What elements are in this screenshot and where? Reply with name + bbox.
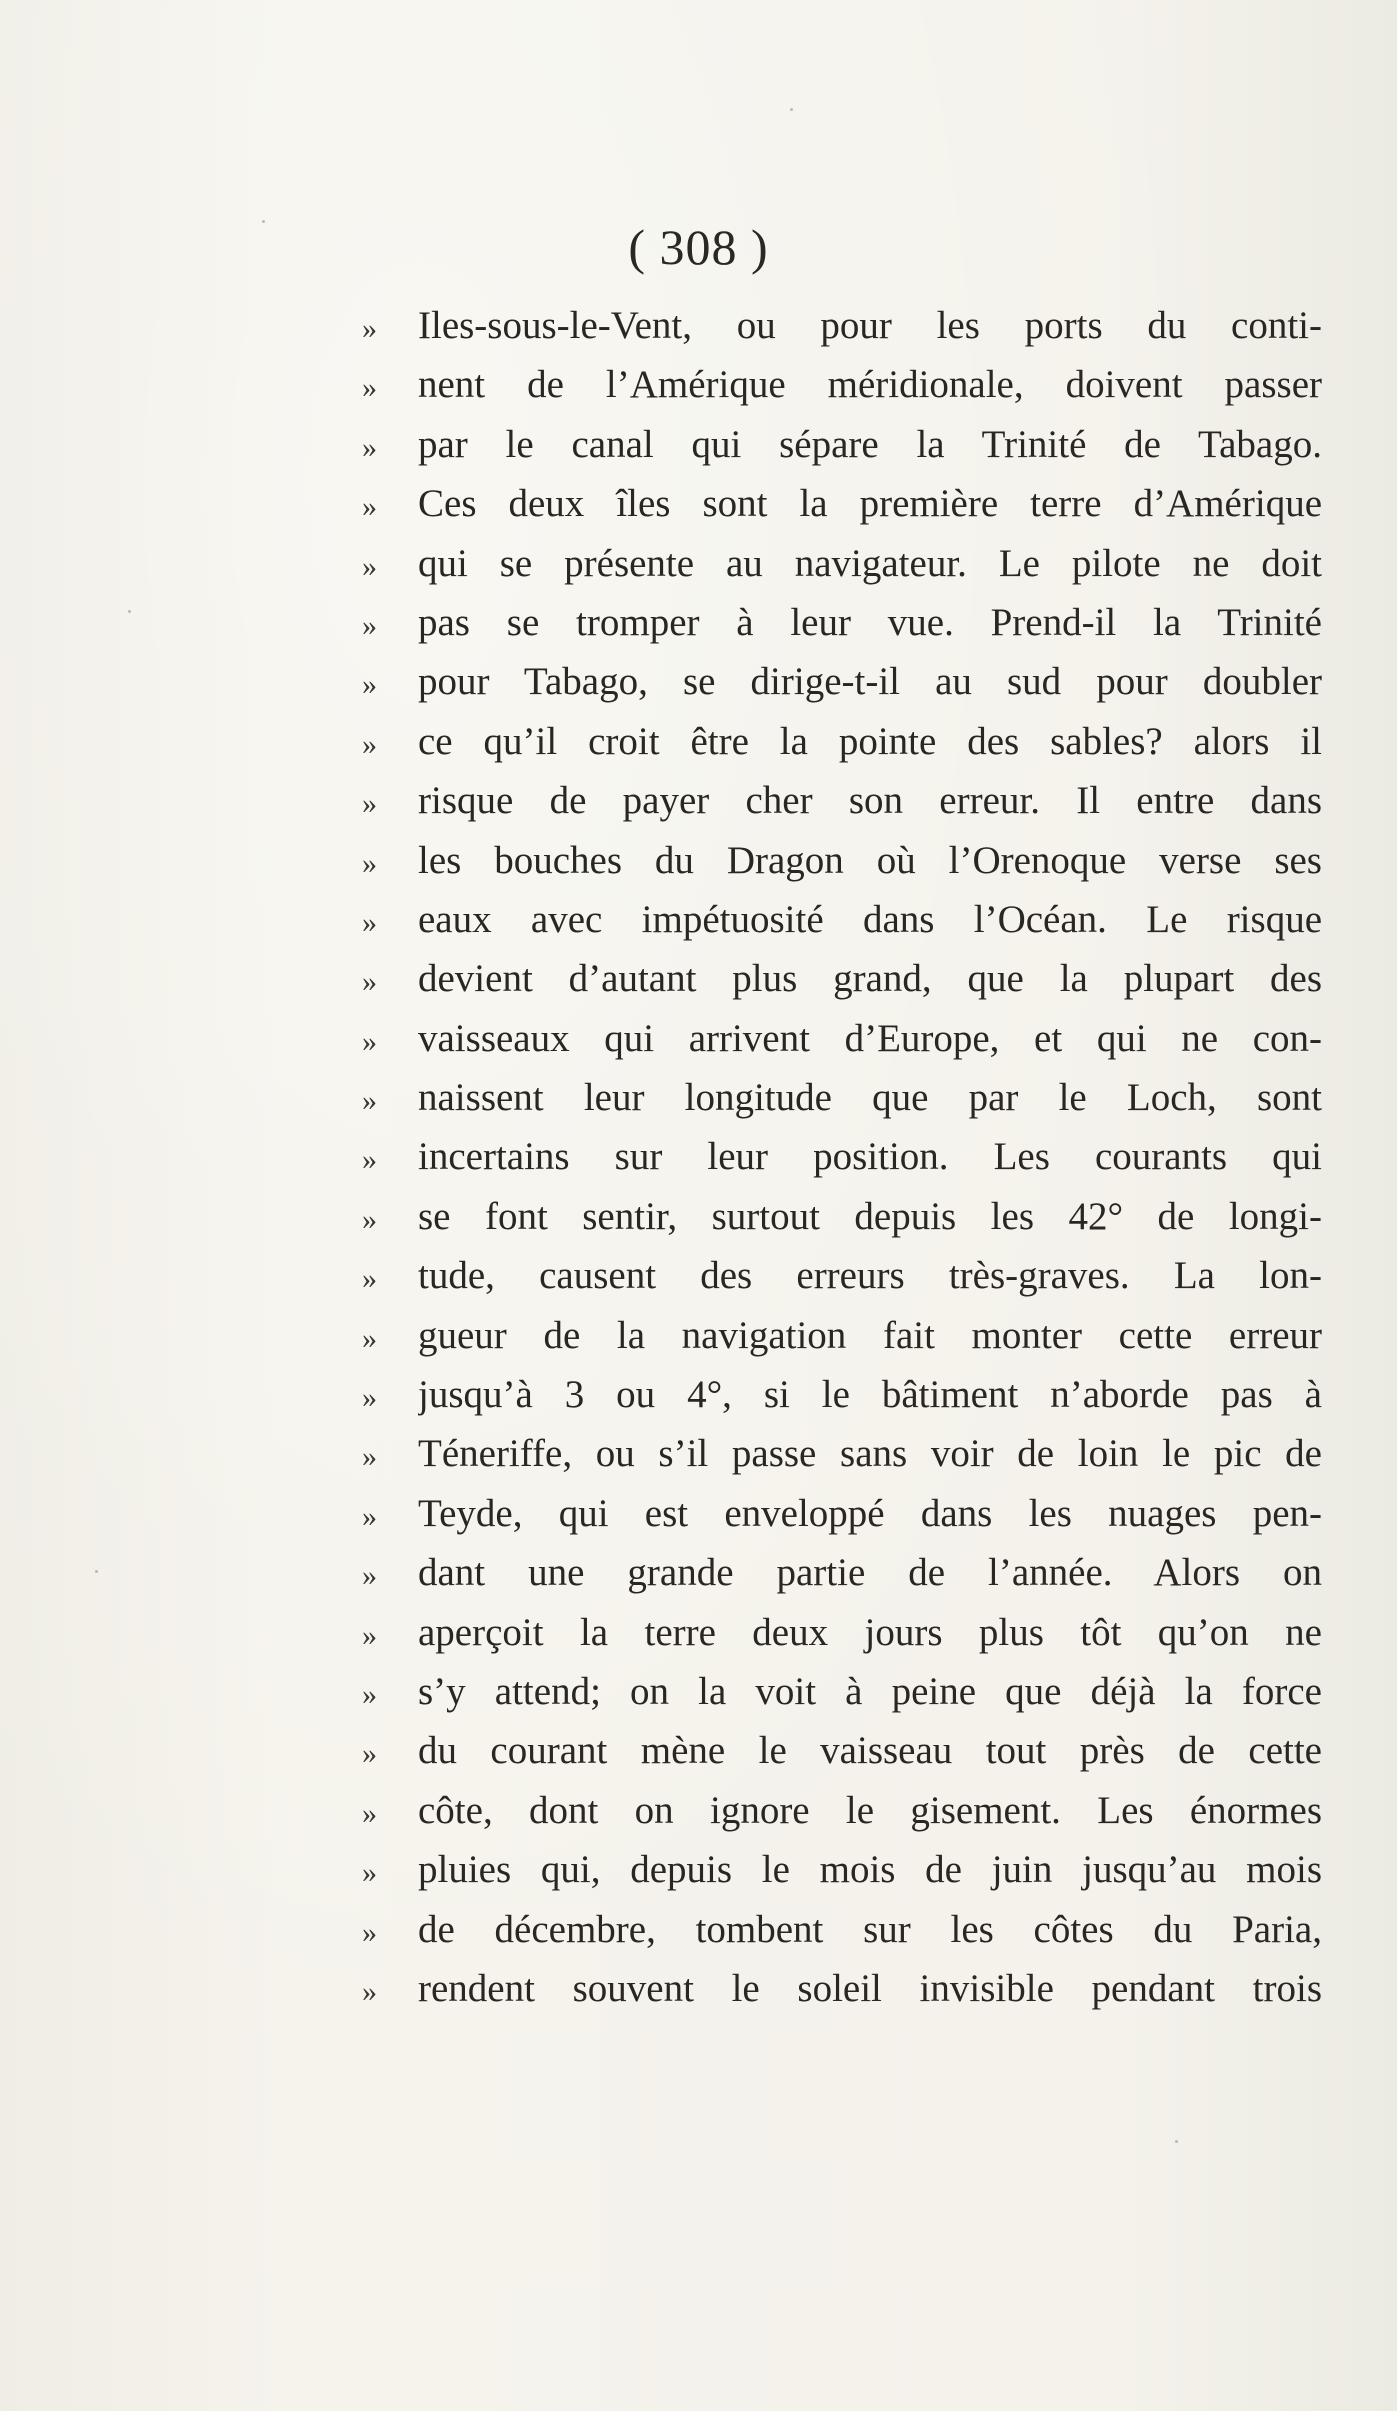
quote-mark: » <box>362 1202 377 1236</box>
quote-mark: » <box>362 371 377 405</box>
text-line <box>362 1127 1322 1186</box>
line-text: eaux avec impétuosité dans l’Océan. Le risque <box>418 897 1322 941</box>
line-text: dant une grande partie de l’année. Alors on <box>418 1551 1322 1595</box>
line-text: ce qu’il croit être la pointe des sables? alors il <box>418 719 1322 763</box>
line-text: gueur de la navigation fait monter cette erreur <box>418 1313 1322 1357</box>
text-line <box>362 1246 1322 1305</box>
line-text: pluies qui, depuis le mois de juin jusqu’au mois <box>418 1848 1322 1892</box>
line-text: vaisseaux qui arrivent d’Europe, et qui ne con- <box>418 1016 1322 1060</box>
quote-mark: » <box>362 608 377 642</box>
line-text: Téneriffe, ou s’il passe sans voir de loin le pic de <box>418 1432 1322 1476</box>
text-line <box>362 712 1322 771</box>
line-text: tude, causent des erreurs très-graves. La lon- <box>418 1254 1322 1298</box>
line-text: pour Tabago, se dirige-t-il au sud pour doubler <box>418 660 1322 704</box>
text-line <box>362 593 1322 652</box>
text-line <box>362 355 1322 414</box>
quote-mark: » <box>362 1321 377 1355</box>
line-text: jusqu’à 3 ou 4°, si le bâtiment n’aborde pas à <box>418 1373 1322 1417</box>
line-text: nent de l’Amérique méridionale, doivent passer <box>418 363 1322 407</box>
quote-mark: » <box>362 1559 377 1593</box>
body-text <box>362 296 1322 2018</box>
quote-mark: » <box>362 1499 377 1533</box>
line-text: aperçoit la terre deux jours plus tôt qu’on ne <box>418 1610 1322 1654</box>
text-line <box>362 1187 1322 1246</box>
paper-speck <box>262 220 265 223</box>
quote-mark: » <box>362 549 377 583</box>
line-text: incertains sur leur position. Les courants qui <box>418 1135 1322 1179</box>
line-text: de décembre, tombent sur les côtes du Paria, <box>418 1907 1322 1951</box>
text-line <box>362 949 1322 1008</box>
quote-mark: » <box>362 1856 377 1890</box>
quote-mark: » <box>362 490 377 524</box>
text-line <box>362 1900 1322 1959</box>
quote-mark: » <box>362 1677 377 1711</box>
quote-mark: » <box>362 965 377 999</box>
line-text: Teyde, qui est enveloppé dans les nuages pen- <box>418 1491 1322 1535</box>
line-text: qui se présente au navigateur. Le pilote ne doit <box>418 541 1322 585</box>
text-line <box>362 1365 1322 1424</box>
text-line <box>362 1484 1322 1543</box>
quote-mark: » <box>362 846 377 880</box>
quote-mark: » <box>362 312 377 345</box>
line-text: naissent leur longitude que par le Loch, sont <box>418 1076 1322 1120</box>
text-line <box>362 1306 1322 1365</box>
text-line <box>362 296 1322 355</box>
paper-speck <box>95 1570 98 1573</box>
quote-mark: » <box>362 1796 377 1830</box>
line-text: Ces deux îles sont la première terre d’Amérique <box>418 482 1322 526</box>
text-line <box>362 1009 1322 1068</box>
quote-mark: » <box>362 1974 377 2008</box>
line-text: côte, dont on ignore le gisement. Les énormes <box>418 1788 1322 1832</box>
text-line <box>362 1840 1322 1899</box>
line-text: se font sentir, surtout depuis les 42° de longi- <box>418 1194 1322 1238</box>
line-text: les bouches du Dragon où l’Orenoque verse ses <box>418 838 1322 882</box>
text-line <box>362 1068 1322 1127</box>
quote-mark: » <box>362 1024 377 1058</box>
quote-mark: » <box>362 1618 377 1652</box>
quote-mark: » <box>362 905 377 939</box>
text-line <box>362 1603 1322 1662</box>
text-line <box>362 831 1322 890</box>
quote-mark: » <box>362 1262 377 1296</box>
line-text: s’y attend; on la voit à peine que déjà la force <box>418 1669 1322 1713</box>
text-line <box>362 1721 1322 1780</box>
paper-speck <box>1175 2140 1178 2143</box>
text-line <box>362 1424 1322 1483</box>
line-text: du courant mène le vaisseau tout près de cette <box>418 1729 1322 1773</box>
line-text: devient d’autant plus grand, que la plupart des <box>418 957 1322 1001</box>
line-text: pas se tromper à leur vue. Prend-il la Trinité <box>418 600 1322 644</box>
text-line <box>362 1959 1322 2018</box>
text-line <box>362 1781 1322 1840</box>
text-line <box>362 890 1322 949</box>
line-text: Iles-sous-le-Vent, ou pour les ports du conti- <box>418 304 1322 347</box>
quote-mark: » <box>362 1915 377 1949</box>
text-line <box>362 415 1322 474</box>
quote-mark: » <box>362 430 377 464</box>
text-line <box>362 534 1322 593</box>
page-number: ( 308 ) <box>628 219 769 275</box>
quote-mark: » <box>362 1440 377 1474</box>
text-line <box>362 771 1322 830</box>
line-text: rendent souvent le soleil invisible pendant trois <box>418 1966 1322 2010</box>
quote-mark: » <box>362 1084 377 1118</box>
line-text: risque de payer cher son erreur. Il entre dans <box>418 779 1322 823</box>
text-line <box>362 1662 1322 1721</box>
quote-mark: » <box>362 1381 377 1415</box>
quote-mark: » <box>362 787 377 821</box>
text-line <box>362 474 1322 533</box>
quote-mark: » <box>362 727 377 761</box>
paper-speck <box>128 610 131 613</box>
quote-mark: » <box>362 1737 377 1771</box>
line-text: par le canal qui sépare la Trinité de Tabago. <box>418 422 1322 466</box>
text-line <box>362 652 1322 711</box>
text-line <box>362 1543 1322 1602</box>
quote-mark: » <box>362 668 377 702</box>
quote-mark: » <box>362 1143 377 1177</box>
paper-speck <box>790 108 793 111</box>
